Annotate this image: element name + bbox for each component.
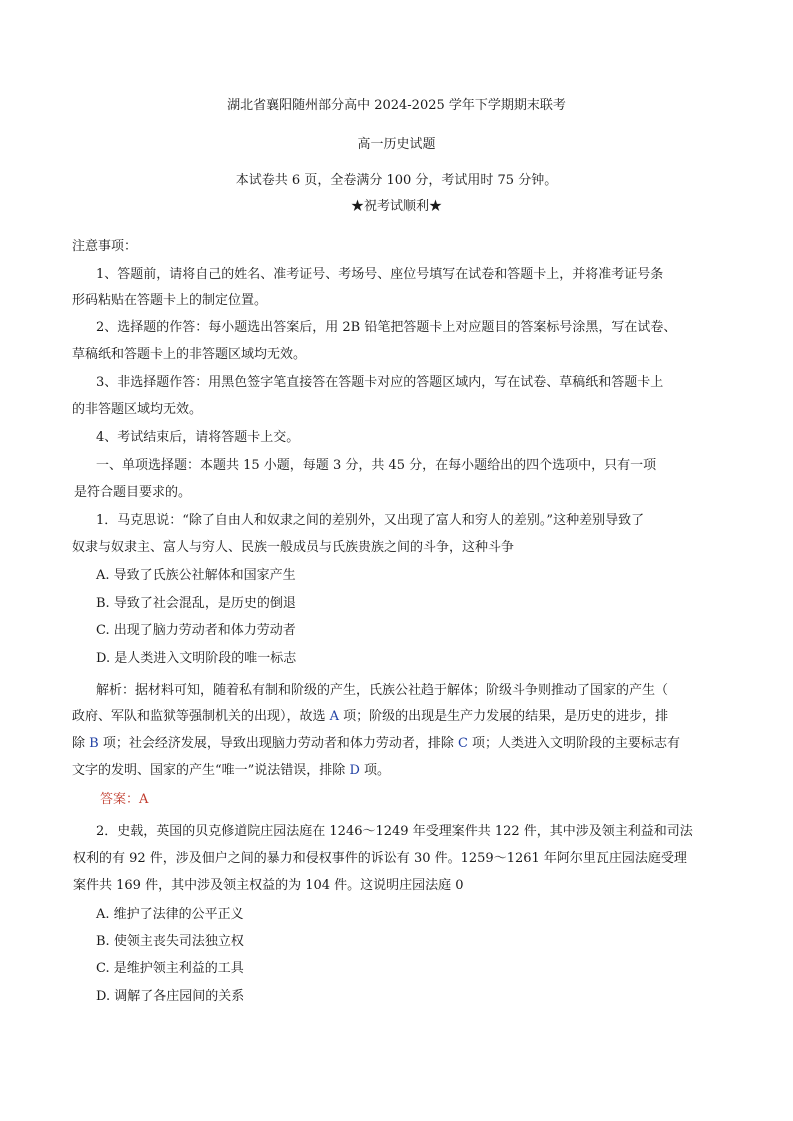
note-2-line-1: 2、选择题的作答：每小题选出答案后，用 2B 铅笔把答题卡上对应题目的答案标号涂黑，写在试卷、	[96, 320, 677, 335]
option-ref: A	[329, 709, 340, 724]
note-3-line-1: 3、非选择题作答：用黑色签字笔直接答在答题卡对应的答题区域内，写在试卷、草稿纸和答题卡上	[96, 375, 664, 390]
question-1-analysis-line-1: 解析：据材料可知，随着私有制和阶级的产生，氏族公社趋于解体；阶级斗争则推动了国家的产生（	[96, 683, 669, 698]
section-heading-line-2: 是符合题目要求的。	[74, 485, 192, 500]
question-1-analysis-line-2: 政府、军队和监狱等强制机关的出现），故选 A 项；阶级的出现是生产力发展的结果，是历史的进步，排	[72, 709, 669, 724]
question-1-option-c: C. 出现了脑力劳动者和体力劳动者	[96, 623, 296, 638]
exam-wish: ★祝考试顺利★	[350, 199, 442, 214]
note-1-line-1: 1、答题前，请将自己的姓名、准考证号、考场号、座位号填写在试卷和答题卡上，并将准考证号条	[96, 267, 664, 282]
option-ref: C	[457, 736, 468, 751]
section-heading-line-1: 一、单项选择题：本题共 15 小题，每题 3 分，共 45 分，在每小题给出的四个选项中，只有一项	[96, 458, 657, 473]
question-1-analysis-line-4: 文字的发明、国家的产生“唯一”说法错误，排除 D 项。	[72, 763, 391, 778]
note-2-line-2: 草稿纸和答题卡上的非答题区域均无效。	[72, 347, 307, 362]
note-3-line-2: 的非答题区域均无效。	[72, 402, 203, 417]
question-1-stem-line-2: 奴隶与奴隶主、富人与穷人、民族一般成员与氏族贵族之间的斗争，这种斗争	[72, 540, 515, 555]
question-2-option-a: A. 维护了法律的公平正义	[96, 907, 244, 922]
question-1-option-a: A. 导致了氏族公社解体和国家产生	[96, 568, 296, 583]
question-2-option-d: D. 调解了各庄园间的关系	[96, 989, 245, 1004]
question-2-option-c: C. 是维护领主利益的工具	[96, 961, 244, 976]
note-4: 4、考试结束后，请将答题卡上交。	[96, 430, 300, 445]
question-1-option-d: D. 是人类进入文明阶段的唯一标志	[96, 651, 297, 666]
question-1-option-b: B. 导致了社会混乱，是历史的倒退	[96, 596, 296, 611]
question-2-stem-line-3: 案件共 169 件，其中涉及领主权益的为 104 件。这说明庄园法庭 0	[73, 878, 464, 893]
exam-info: 本试卷共 6 页，全卷满分 100 分，考试用时 75 分钟。	[235, 173, 558, 188]
question-1-analysis-line-3: 除 B 项；社会经济发展，导致出现脑力劳动者和体力劳动者，排除 C 项；人类进入文明阶段的主要标志有	[72, 736, 681, 751]
option-ref: D	[349, 763, 360, 778]
question-2-option-b: B. 使领主丧失司法独立权	[96, 934, 244, 949]
notes-heading: 注意事项：	[72, 239, 138, 254]
option-ref: B	[89, 736, 99, 751]
question-2-stem-line-1: 2．史载，英国的贝克修道院庄园法庭在 1246～1249 年受理案件共 122 件，其中涉及领主利益和司法	[96, 824, 693, 839]
question-2-stem-line-2: 权利的有 92 件，涉及佃户之间的暴力和侵权事件的诉讼有 30 件。1259～1261 年阿尔里瓦庄园法庭受理	[73, 851, 687, 866]
note-1-line-2: 形码粘贴在答题卡上的制定位置。	[72, 293, 268, 308]
exam-title: 湖北省襄阳随州部分高中 2024-2025 学年下学期期末联考	[227, 98, 566, 113]
question-1-stem-line-1: 1．马克思说：“除了自由人和奴隶之间的差别外，又出现了富人和穷人的差别。”这种差别导致了	[96, 513, 645, 528]
exam-subtitle: 高一历史试题	[357, 137, 436, 152]
question-1-answer: 答案：A	[100, 792, 149, 807]
